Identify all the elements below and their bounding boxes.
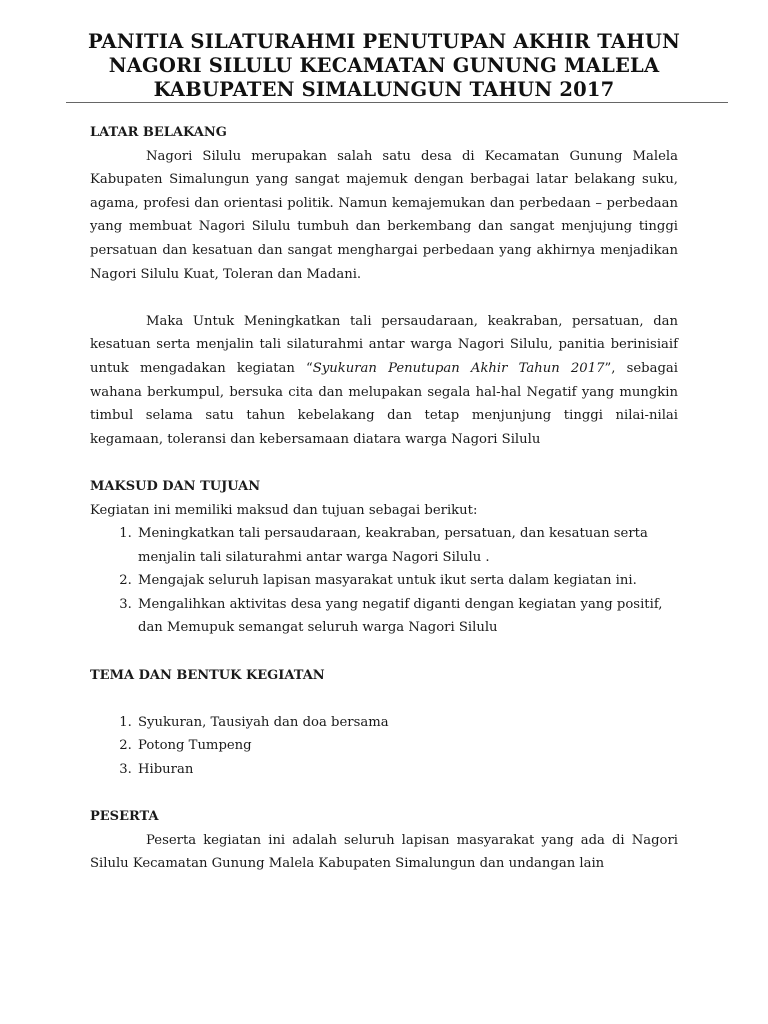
list-item: 2. Potong Tumpeng <box>136 734 678 758</box>
latar-paragraph-1: Nagori Silulu merupakan salah satu desa di Kecamatan Gunung Malela Kabupaten Simalungun yang sangat majemuk dengan berbagai latar belakang suku, agama, profesi dan orientasi politik. Namun kemajemukan dan perbedaan – perbedaan yang membuat Nagori Silulu tumbuh dan berkembang dan sangat menjujung tinggi persatuan dan kesatuan dan sangat menghargai perbedaan yang akhirnya menjadikan Nagori Silulu Kuat, Toleran dan Madani. <box>90 148 678 282</box>
latar-paragraph-2-end: ”, sebagai wahana berkumpul, bersuka cita dan melupakan segala hal-hal Negatif yang mungkin timbul selama satu tahun kebelakang dan tetap menjunjung tinggi nilai-nilai kegamaan, toleransi dan kebersamaan diatara warga Nagori Silulu <box>90 360 678 447</box>
maksud-list <box>90 522 678 640</box>
section-heading-tema: TEMA DAN BENTUK KEGIATAN <box>90 667 325 683</box>
list-item: 1. Syukuran, Tausiyah dan doa bersama <box>136 711 678 735</box>
latar-paragraph-2 <box>90 310 678 452</box>
header-line-2: NAGORI SILULU KECAMATAN GUNUNG MALELA <box>108 54 660 77</box>
header-line-3: KABUPATEN SIMALUNGUN TAHUN 2017 <box>153 78 615 101</box>
header-divider <box>66 102 728 103</box>
maksud-intro: Kegiatan ini memiliki maksud dan tujuan sebagai berikut: <box>90 502 478 518</box>
list-item: 3. Hiburan <box>136 758 678 782</box>
peserta-paragraph: Peserta kegiatan ini adalah seluruh lapisan masyarakat yang ada di Nagori Silulu Kecamatan Gunung Malela Kabupaten Simalungun dan undangan lain <box>90 832 678 872</box>
document-header <box>64 30 704 102</box>
section-heading-peserta: PESERTA <box>90 809 159 825</box>
latar-paragraph-2-start: Maka Untuk Meningkatkan tali persaudaraan, keakraban, persatuan, dan kesatuan serta menjalin tali silaturahmi antar warga Nagori Silulu, panitia berinisiaif untuk mengadakan kegiatan “ <box>90 313 678 376</box>
document-body <box>90 121 678 876</box>
section-heading-maksud-tujuan: MAKSUD DAN TUJUAN <box>90 478 261 494</box>
list-item: 3. Mengalihkan aktivitas desa yang negatif diganti dengan kegiatan yang positif, dan Memupuk semangat seluruh warga Nagori Silulu <box>136 593 678 640</box>
event-name-italic: Syukuran Penutupan Akhir Tahun 2017 <box>312 360 605 376</box>
list-item: 1. Meningkatkan tali persaudaraan, keakraban, persatuan, dan kesatuan serta menjalin tali silaturahmi antar warga Nagori Silulu . <box>136 522 678 569</box>
tema-list <box>90 711 678 782</box>
header-line-1: PANITIA SILATURAHMI PENUTUPAN AKHIR TAHUN <box>87 30 681 53</box>
list-item: 2. Mengajak seluruh lapisan masyarakat untuk ikut serta dalam kegiatan ini. <box>136 569 678 593</box>
section-heading-latar-belakang: LATAR BELAKANG <box>90 125 227 140</box>
